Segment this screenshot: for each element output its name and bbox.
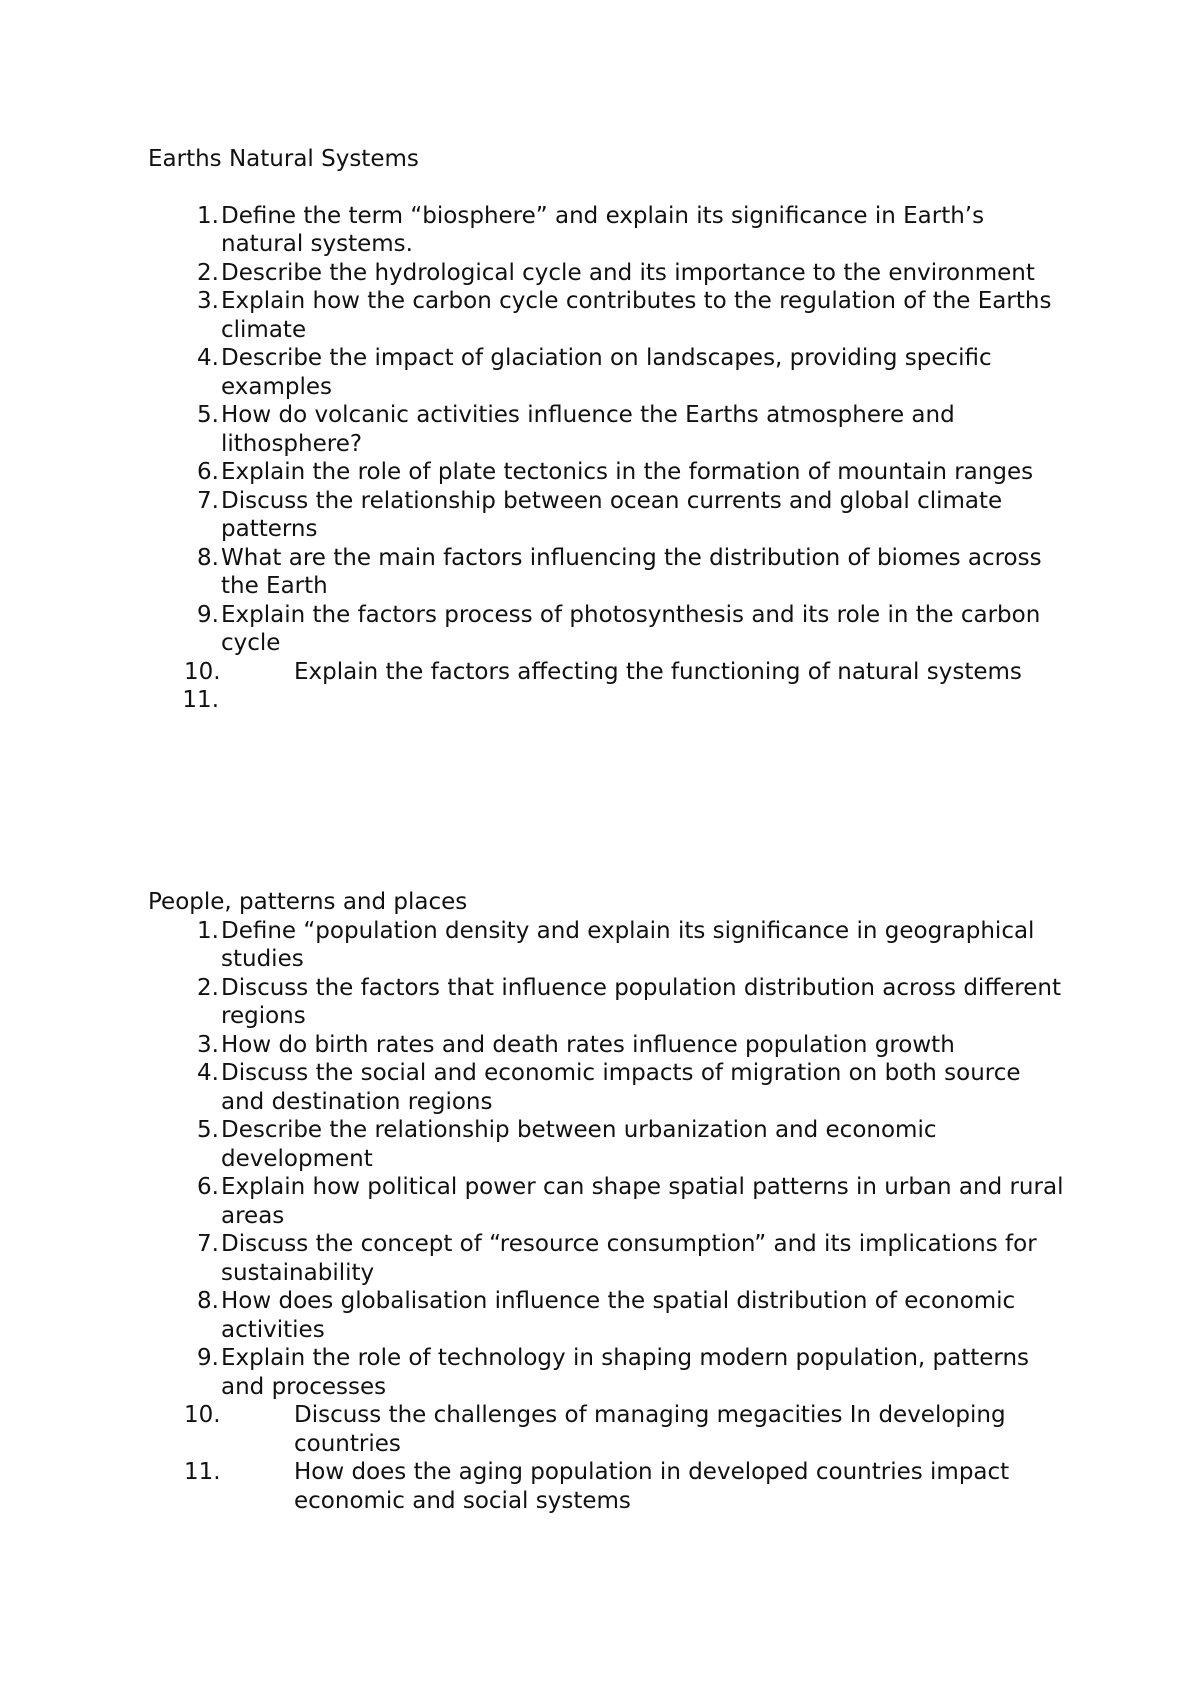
item-text: Describe the hydrological cycle and its importance to the environment: [221, 259, 1035, 286]
item-number: 11.: [184, 1459, 221, 1485]
list-item: [148, 1173, 1068, 1230]
item-number: 3.: [197, 288, 219, 314]
item-number: 4.: [197, 1060, 219, 1086]
list-item: [148, 487, 1068, 544]
item-text: Define the term “biosphere” and explain its significance in Earth’s natural systems.: [221, 202, 985, 257]
item-text: How does the aging population in developed countries impact economic and social systems: [294, 1459, 1010, 1514]
item-number: 8.: [197, 544, 219, 571]
item-number: 4.: [197, 345, 219, 371]
item-text: Explain the factors process of photosynthesis and its role in the carbon cycle: [221, 601, 1041, 656]
item-number: 9.: [197, 601, 219, 628]
section-people-patterns-places: [148, 888, 1068, 1515]
question-list: [148, 917, 1068, 1516]
list-item: [148, 601, 1068, 658]
item-number: 9.: [197, 1345, 219, 1371]
item-text: Explain how political power can shape spatial patterns in urban and rural areas: [221, 1174, 1064, 1229]
item-number: 1.: [197, 202, 219, 229]
list-item: [148, 544, 1068, 601]
item-text: Explain how the carbon cycle contributes to the regulation of the Earths climate: [221, 288, 1052, 343]
item-text: Discuss the social and economic impacts of migration on both source and destination regions: [221, 1060, 1021, 1115]
list-item: [148, 458, 1068, 487]
list-item: [148, 917, 1068, 974]
item-number: 5.: [197, 1117, 219, 1143]
item-text: Discuss the relationship between ocean currents and global climate patterns: [221, 487, 1003, 542]
item-number: 10.: [184, 658, 221, 685]
item-number: 2.: [197, 974, 219, 1001]
list-item: [148, 344, 1068, 401]
question-list: [148, 202, 1068, 713]
item-text: Define “population density and explain its significance in geographical studies: [221, 917, 1035, 972]
item-number: 7.: [197, 1231, 219, 1257]
list-item: [148, 658, 1068, 687]
section-earths-natural-systems: [148, 145, 1068, 713]
list-item: [148, 202, 1068, 259]
item-text: Explain the role of technology in shaping modern population, patterns and processes: [221, 1345, 1030, 1400]
item-text: How does globalisation influence the spatial distribution of economic activities: [221, 1288, 1016, 1343]
list-item: [148, 1401, 1068, 1458]
item-text: Discuss the concept of “resource consumption” and its implications for sustainability: [221, 1231, 1037, 1286]
list-item: [148, 1031, 1068, 1060]
section-heading: People, patterns and places: [148, 889, 468, 915]
item-text: Describe the relationship between urbanization and economic development: [221, 1117, 937, 1172]
list-item: [148, 1059, 1068, 1116]
item-text: How do volcanic activities influence the Earths atmosphere and lithosphere?: [221, 402, 955, 457]
item-number: 7.: [197, 487, 219, 514]
item-number: 8.: [197, 1288, 219, 1314]
item-text: How do birth rates and death rates influence population growth: [221, 1031, 955, 1058]
item-number: 5.: [197, 402, 219, 428]
item-number: 3.: [197, 1031, 219, 1058]
item-text: Discuss the challenges of managing megacities In developing countries: [294, 1402, 1006, 1457]
item-text: Explain the factors affecting the functioning of natural systems: [294, 658, 1022, 685]
list-item: [148, 1458, 1068, 1515]
list-item: [148, 401, 1068, 458]
item-number: 6.: [197, 1174, 219, 1200]
item-text: Explain the role of plate tectonics in the formation of mountain ranges: [221, 459, 1034, 485]
item-number: 2.: [197, 259, 219, 286]
list-item: [148, 1287, 1068, 1344]
section-heading: Earths Natural Systems: [148, 146, 419, 172]
item-text: Discuss the factors that influence population distribution across different regions: [221, 974, 1062, 1029]
list-item: [148, 974, 1068, 1031]
item-number: 11.: [182, 687, 219, 713]
list-item: [148, 1344, 1068, 1401]
list-item: [148, 1116, 1068, 1173]
item-number: 1.: [197, 917, 219, 944]
item-text: Describe the impact of glaciation on landscapes, providing specific examples: [221, 345, 992, 400]
list-item: [148, 287, 1068, 344]
item-number: 10.: [184, 1402, 221, 1428]
item-number: 6.: [197, 459, 219, 485]
item-text: What are the main factors influencing the distribution of biomes across the Earth: [221, 544, 1042, 599]
list-item: [148, 1230, 1068, 1287]
list-item: [148, 259, 1068, 288]
